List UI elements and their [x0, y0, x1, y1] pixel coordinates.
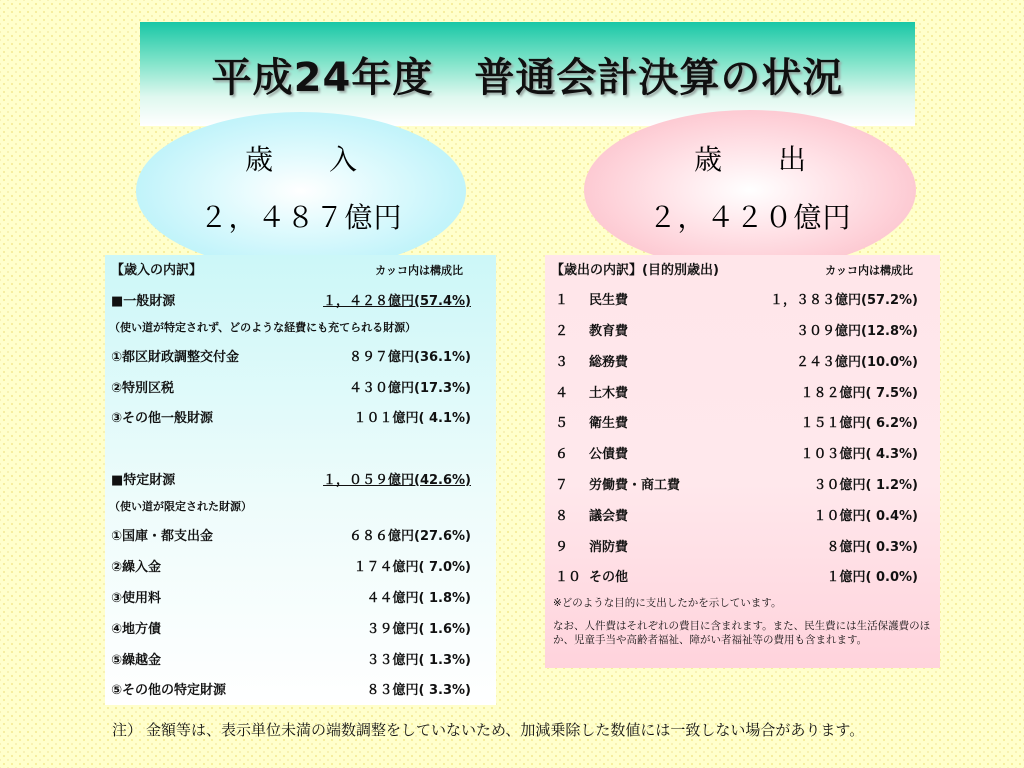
title-banner [140, 22, 915, 126]
revenue-breakdown-panel [105, 255, 496, 705]
list-item [105, 681, 496, 701]
revenue-item-value: １０１億円( 4.1%) [353, 411, 471, 426]
expense-item-value: １０３億円( 4.3%) [800, 447, 918, 462]
revenue-item-label: ⑤繰越金 [111, 653, 162, 668]
revenue-item-value: ６８６億円(27.6%) [349, 529, 471, 544]
revenue-item-label: ③その他一般財源 [111, 411, 214, 426]
list-item [545, 538, 940, 558]
list-item [545, 414, 940, 434]
revenue-item-value: １７４億円( 7.0%) [353, 560, 471, 575]
expense-item-label: その他 [589, 570, 629, 585]
general-revenue-value: １，４２８億円(57.4%) [323, 294, 471, 309]
revenue-amount: ２，４８７億円 [199, 201, 403, 234]
expense-item-value: １億円( 0.0%) [826, 570, 918, 585]
expense-item-number: ３ [555, 355, 569, 370]
expense-note-personnel: なお、人件費はそれぞれの費目に含まれます。また、民生費には生活保護費のほか、児童手当や高齢者福祉、障がい者福祉等の費用も含まれます。 [553, 620, 931, 646]
expense-item-value: １０億円( 0.4%) [813, 509, 918, 524]
list-item [545, 445, 940, 465]
revenue-item-label: ⑤その他の特定財源 [111, 683, 227, 698]
revenue-ratio-note: カッコ内は構成比 [375, 264, 463, 277]
revenue-item-value: ３９億円( 1.6%) [366, 622, 471, 637]
expense-item-value: １，３８３億円(57.2%) [770, 293, 918, 308]
general-revenue-row [105, 292, 496, 312]
revenue-item-label: ①都区財政調整交付金 [111, 350, 240, 365]
list-item [105, 589, 496, 609]
revenue-item-value: ８３億円( 3.3%) [366, 683, 471, 698]
expense-label: 歳 出 [693, 143, 820, 176]
expense-item-value: ３０９億円(12.8%) [796, 324, 918, 339]
list-item [545, 507, 940, 527]
revenue-item-label: ③使用料 [111, 591, 162, 606]
list-item [545, 476, 940, 496]
specific-revenue-desc: （使い道が限定された財源） [109, 500, 252, 513]
footnote-text: 金額等は、表示単位未満の端数調整をしていないため、加減乗除した数値には一致しない場合があります。 [146, 721, 865, 739]
expense-ellipse [584, 110, 916, 270]
list-item [545, 353, 940, 373]
general-revenue-desc-row [105, 318, 496, 338]
revenue-item-value: ４４億円( 1.8%) [366, 591, 471, 606]
expense-item-value: １５１億円( 6.2%) [800, 416, 918, 431]
expense-item-number: ８ [555, 509, 569, 524]
list-item [105, 620, 496, 640]
footnote-marker: 注） [112, 721, 143, 739]
specific-revenue-desc-row [105, 497, 496, 517]
list-item [105, 379, 496, 399]
expense-item-value: ３０億円( 1.2%) [813, 478, 918, 493]
list-item [105, 558, 496, 578]
expense-item-label: 総務費 [589, 355, 629, 370]
revenue-ellipse [136, 112, 466, 270]
expense-item-number: ４ [555, 386, 569, 401]
revenue-item-label: ②繰入金 [111, 560, 162, 575]
expense-amount: ２，４２０億円 [648, 201, 852, 234]
page-title: 平成24年度 普通会計決算の状況 [211, 54, 844, 101]
list-item [545, 291, 940, 311]
expense-item-label: 公債費 [589, 447, 629, 462]
expense-item-label: 土木費 [589, 386, 629, 401]
general-revenue-label: ■一般財源 [111, 294, 176, 309]
general-revenue-desc: （使い道が特定されず、どのような経費にも充てられる財源） [109, 321, 417, 334]
revenue-item-label: ②特別区税 [111, 381, 175, 396]
specific-revenue-row [105, 471, 496, 491]
revenue-item-label: ①国庫・都支出金 [111, 529, 214, 544]
list-item [105, 409, 496, 429]
expense-item-number: ９ [555, 540, 569, 555]
list-item [105, 527, 496, 547]
revenue-label: 歳 入 [244, 143, 371, 176]
expense-breakdown-panel [545, 255, 940, 668]
expense-item-label: 衛生費 [589, 416, 629, 431]
expense-item-number: ６ [555, 447, 569, 462]
list-item [545, 384, 940, 404]
revenue-item-value: ３３億円( 1.3%) [366, 653, 471, 668]
expense-item-number: ２ [555, 324, 569, 339]
expense-item-number: ５ [555, 416, 569, 431]
revenue-item-label: ④地方債 [111, 622, 162, 637]
revenue-section-header: 【歳入の内訳】 [111, 263, 203, 278]
expense-item-value: ８億円( 0.3%) [826, 540, 918, 555]
specific-revenue-label: ■特定財源 [111, 473, 176, 488]
list-item [105, 651, 496, 671]
expense-item-label: 民生費 [589, 293, 629, 308]
expense-item-number: １ [555, 293, 569, 308]
revenue-item-value: ８９７億円(36.1%) [349, 350, 471, 365]
expense-item-label: 議会費 [589, 509, 629, 524]
expense-ratio-note: カッコ内は構成比 [825, 264, 913, 277]
expense-item-number: ７ [555, 478, 569, 493]
expense-section-header: 【歳出の内訳】(目的別歳出) [551, 263, 719, 278]
list-item [105, 348, 496, 368]
expense-item-label: 労働費・商工費 [589, 478, 681, 493]
revenue-header-row [105, 261, 496, 281]
expense-item-label: 消防費 [589, 540, 629, 555]
list-item [545, 568, 940, 588]
expense-item-number: １０ [555, 570, 582, 585]
list-item [545, 322, 940, 342]
specific-revenue-value: １，０５９億円(42.6%) [323, 473, 471, 488]
expense-item-label: 教育費 [589, 324, 629, 339]
expense-item-value: １８２億円( 7.5%) [800, 386, 918, 401]
expense-item-value: ２４３億円(10.0%) [796, 355, 918, 370]
expense-header-row [545, 261, 940, 281]
expense-note-purpose: ※どのような目的に支出したかを示しています。 [553, 597, 782, 609]
revenue-item-value: ４３０億円(17.3%) [349, 381, 471, 396]
